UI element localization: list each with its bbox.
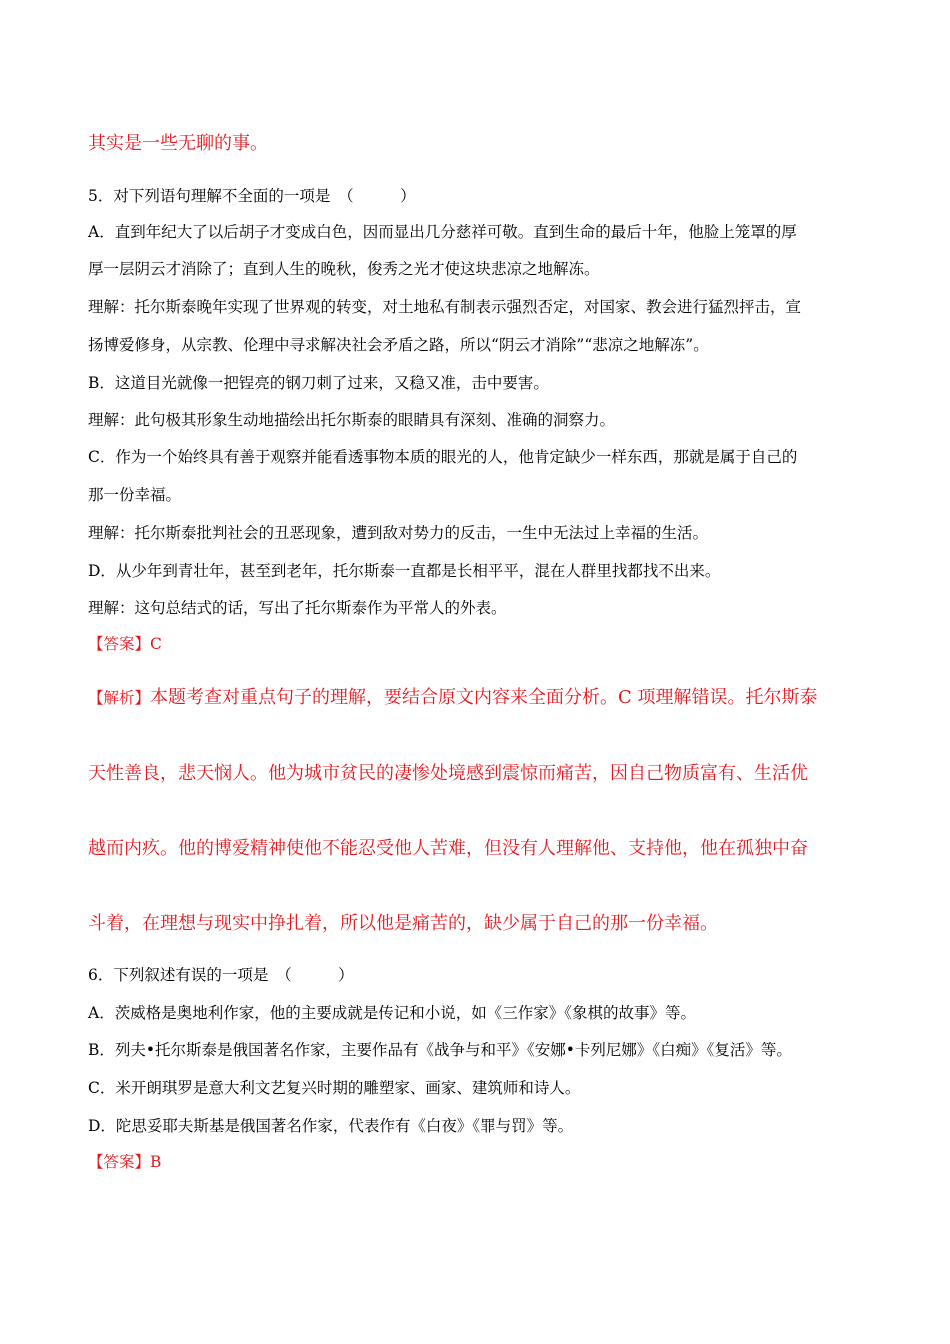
answer-value: C — [150, 635, 162, 653]
q5-option-a: A．直到年纪大了以后胡子才变成白色，因而显出几分慈祥可敬。直到生命的最后十年，他脸上笼罩的厚 — [88, 223, 797, 241]
q5-option-b: B．这道目光就像一把锃亮的钢刀刺了过来，又稳又准，击中要害。 — [88, 374, 549, 392]
q5-option-a-explanation: 理解：托尔斯泰晚年实现了世界观的转变，对土地私有制表示强烈否定，对国家、教会进行猛烈抨击，宣 — [88, 298, 802, 316]
q5-option-d: D．从少年到青壮年，甚至到老年，托尔斯泰一直都是长相平平，混在人群里找都找不出来。 — [88, 562, 721, 580]
q5-option-a-explanation-cont: 扬博爱修身，从宗教、伦理中寻求解决社会矛盾之路，所以“阴云才消除”“悲凉之地解冻”。 — [88, 336, 709, 354]
analysis-tag: 【解析】 — [88, 689, 151, 707]
q5-option-c: C．作为一个始终具有善于观察并能看透事物本质的眼光的人，他肯定缺少一样东西，那就是属于自己的 — [88, 448, 798, 466]
q5-option-d-explanation: 理解：这句总结式的话，写出了托尔斯泰作为平常人的外表。 — [88, 599, 507, 617]
analysis-text: 本题考查对重点句子的理解，要结合原文内容来全面分析。C 项理解错误。托尔斯泰 — [150, 687, 818, 708]
q5-analysis — [88, 686, 818, 710]
q5-option-c-explanation: 理解：托尔斯泰批判社会的丑恶现象，遭到敌对势力的反击，一生中无法过上幸福的生活。 — [88, 524, 709, 542]
q6-option-a: A．茨威格是奥地利作家，他的主要成就是传记和小说，如《三作家》《象棋的故事》等。 — [88, 1004, 696, 1022]
carryover-text: 其实是一些无聊的事。 — [88, 133, 268, 154]
q5-analysis-cont-3: 斗着，在理想与现实中挣扎着，所以他是痛苦的，缺少属于自己的那一份幸福。 — [88, 913, 718, 934]
answer-tag: 【答案】 — [88, 1153, 151, 1171]
q5-option-c-cont: 那一份幸福。 — [88, 486, 182, 504]
q5-option-a-cont: 厚一层阴云才消除了；直到人生的晚秋，俊秀之光才使这块悲凉之地解冻。 — [88, 260, 600, 278]
q6-option-c: C．米开朗琪罗是意大利文艺复兴时期的雕塑家、画家、建筑师和诗人。 — [88, 1079, 581, 1097]
q5-option-b-explanation: 理解：此句极其形象生动地描绘出托尔斯泰的眼睛具有深刻、准确的洞察力。 — [88, 411, 616, 429]
q5-analysis-cont-2: 越而内疚。他的博爱精神使他不能忍受他人苦难，但没有人理解他、支持他，他在孤独中奋 — [88, 838, 808, 859]
q5-analysis-cont-1: 天性善良，悲天悯人。他为城市贫民的凄惨处境感到震惊而痛苦，因自己物质富有、生活优 — [88, 763, 808, 784]
q6-option-b: B．列夫•托尔斯泰是俄国著名作家，主要作品有《战争与和平》《安娜•卡列尼娜》《白痴》《复活》等。 — [88, 1041, 792, 1059]
q6-stem: 6．下列叙述有误的一项是 （ ） — [88, 966, 354, 984]
answer-tag: 【答案】 — [88, 635, 151, 653]
q6-answer — [88, 1152, 161, 1172]
q5-stem: 5．对下列语句理解不全面的一项是 （ ） — [88, 187, 416, 205]
q6-option-d: D．陀思妥耶夫斯基是俄国著名作家，代表作有《白夜》《罪与罚》等。 — [88, 1117, 574, 1135]
answer-value: B — [150, 1153, 162, 1171]
q5-answer — [88, 634, 162, 654]
